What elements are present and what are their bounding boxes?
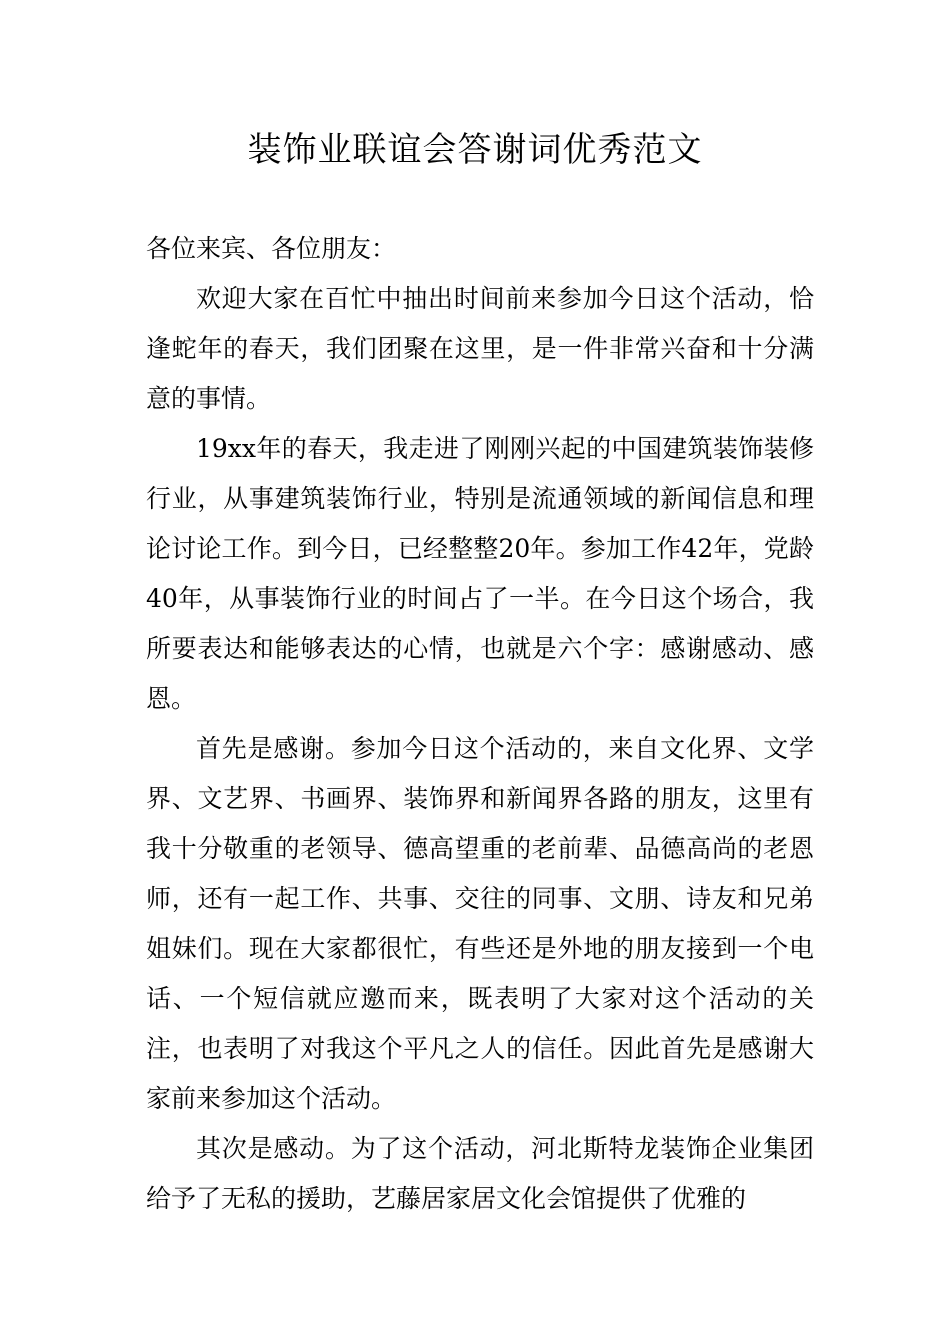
paragraph-thanks: 首先是感谢。参加今日这个活动的，来自文化界、文学界、文艺界、书画界、装饰界和新闻界各路的朋友，这里有我十分敬重的老领导、德高望重的老前辈、品德高尚的老恩师，还有一起工作、共事、交往的同事、文朋、诗友和兄弟姐妹们。现在大家都很忙，有些还是外地的朋友接到一个电话、一个短信就应邀而来，既表明了大家对这个活动的关注，也表明了对我这个平凡之人的信任。因此首先是感谢大家前来参加这个活动。 <box>146 734 814 1113</box>
paragraph-career: 19xx年的春天，我走进了刚刚兴起的中国建筑装饰装修行业，从事建筑装饰行业，特别是流通领域的新闻信息和理论讨论工作。到今日，已经整整20年。参加工作42年，党龄40年，从事装饰行业的时间占了一半。在今日这个场合，我所要表达和能够表达的心情，也就是六个字：感谢感动、感恩。 <box>146 434 814 713</box>
paragraph-moved: 其次是感动。为了这个活动，河北斯特龙装饰企业集团给予了无私的援助，艺藤居家居文化会馆提供了优雅的 <box>146 1134 814 1213</box>
paragraph-welcome: 欢迎大家在百忙中抽出时间前来参加今日这个活动，恰逢蛇年的春天，我们团聚在这里，是一件非常兴奋和十分满意的事情。 <box>146 284 814 413</box>
salutation: 各位来宾、各位朋友： <box>146 234 397 263</box>
document-title: 装饰业联谊会答谢词优秀范文 <box>247 130 703 170</box>
document-body <box>146 224 814 1224</box>
